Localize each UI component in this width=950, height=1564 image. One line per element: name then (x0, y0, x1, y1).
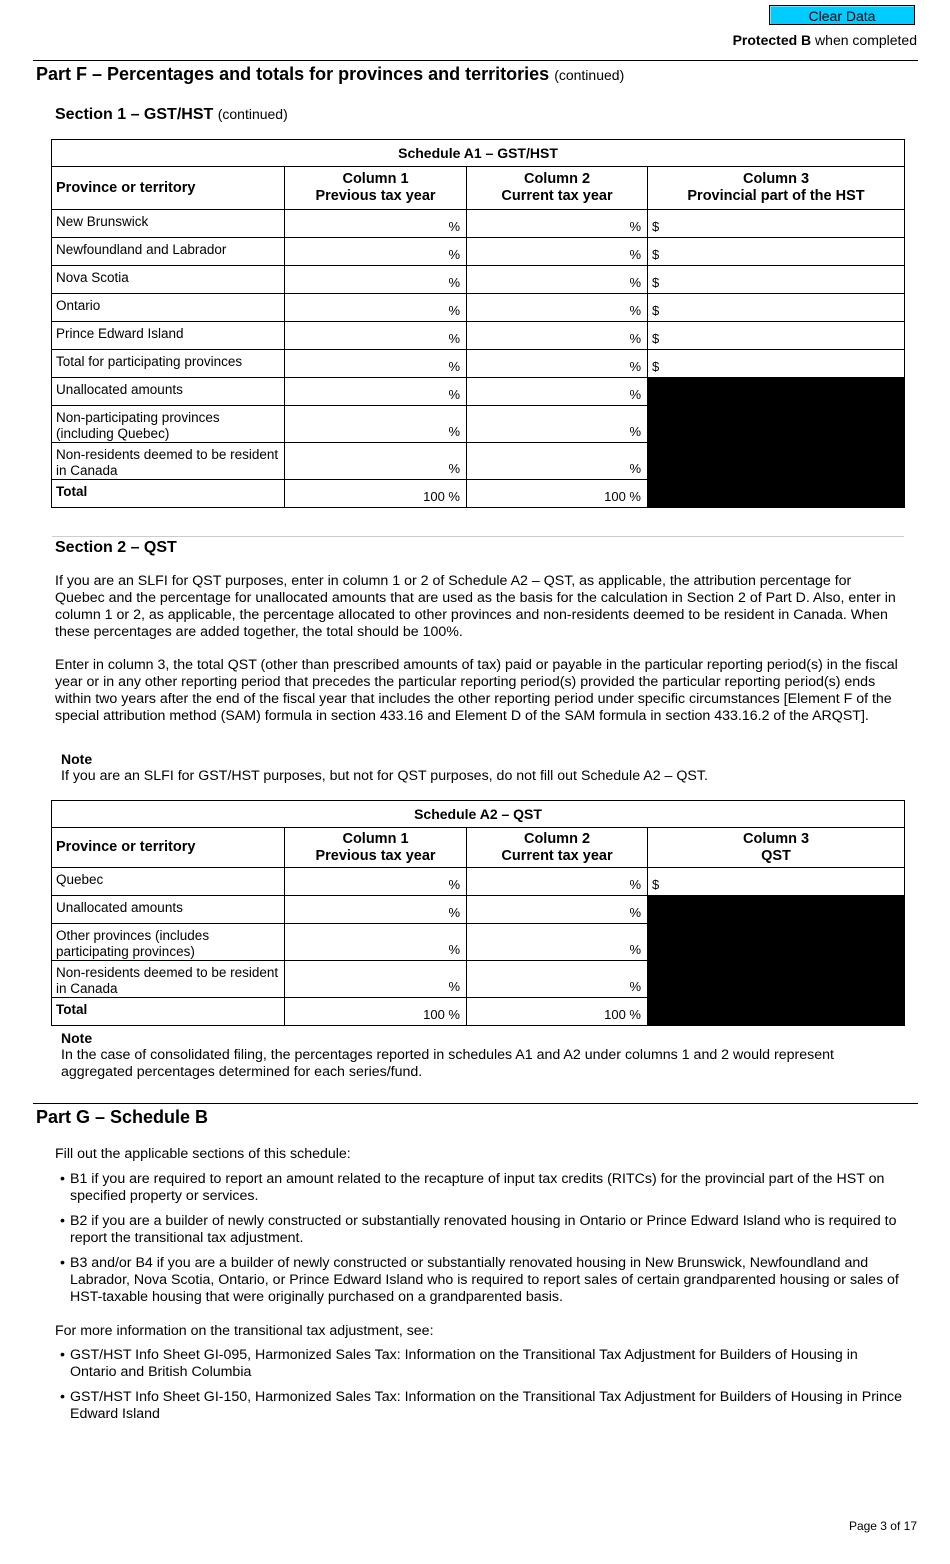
a1-col2-sublabel: Current tax year (501, 188, 613, 204)
a2-column-1-total: 100 % (285, 998, 467, 1026)
schedule-a2-table (51, 800, 905, 1026)
table-row (52, 266, 905, 294)
section-1-title: Section 1 – GST/HST (55, 106, 214, 123)
a1-column-3-input[interactable]: $ (648, 210, 905, 238)
list-item: • B2 if you are a builder of newly constructed or substantially renovated housing in Ontario or Prince Edward Island who is required to report the transitional tax adjustment. (55, 1213, 905, 1247)
part-g-divider (33, 1103, 918, 1104)
table-row (52, 210, 905, 238)
a1-row-name: Total (52, 480, 285, 508)
a1-column-2-input[interactable]: % (467, 210, 648, 238)
a1-column-3-input[interactable]: $ (648, 294, 905, 322)
a2-col3-sublabel: QST (761, 847, 791, 864)
schedule-a2-title: Schedule A2 – QST (52, 801, 905, 828)
a1-column-3-input[interactable]: $ (648, 238, 905, 266)
note-text: If you are an SLFI for GST/HST purposes, but not for QST purposes, do not fill out Schedule A2 – QST. (61, 768, 708, 784)
protected-b-rest: when completed (811, 32, 917, 48)
more-info-text: For more information on the transitional tax adjustment, see: (55, 1323, 434, 1339)
list-item: • GST/HST Info Sheet GI-095, Harmonized Sales Tax: Information on the Transitional Tax Adjustment for Builders of Housing in Ontario and British Columbia (55, 1347, 905, 1381)
a1-column-2-input[interactable]: % (467, 378, 648, 406)
note-label: Note (61, 751, 93, 767)
a2-row-name: Other provinces (includes participating provinces) (52, 924, 285, 961)
section-1-continued: (continued) (217, 106, 288, 122)
header-divider (33, 60, 918, 61)
a1-column-2-input[interactable]: % (467, 294, 648, 322)
a1-row-name: New Brunswick (52, 210, 285, 238)
a2-column-1-input[interactable]: % (285, 961, 467, 998)
a1-column-3-input[interactable]: $ (648, 266, 905, 294)
a1-col3-label: Column 3 (742, 171, 810, 187)
a2-column-2-input[interactable]: % (467, 868, 648, 896)
page-number: Page 3 of 17 (848, 1519, 917, 1533)
part-f-continued: (continued) (554, 67, 625, 83)
a1-column-2-total: 100 % (467, 480, 648, 508)
a1-col2-label: Column 2 (523, 171, 591, 187)
protected-b-label (733, 32, 917, 48)
a1-column-1-input[interactable]: % (285, 350, 467, 378)
a1-row-name: Prince Edward Island (52, 322, 285, 350)
a1-row-name: Non-participating provinces (including Quebec) (52, 406, 285, 443)
a1-column-2-input[interactable]: % (467, 238, 648, 266)
part-f-title: Part F – Percentages and totals for provinces and territories (36, 64, 550, 84)
a2-col1-label: Column 1 (342, 830, 409, 847)
section-divider (52, 536, 904, 537)
a2-column-2-input[interactable]: % (467, 896, 648, 924)
schedule-b-list (55, 1171, 905, 1306)
info-sheet-list (55, 1347, 905, 1423)
a2-row-name: Unallocated amounts (52, 896, 285, 924)
part-g-intro: Fill out the applicable sections of this schedule: (55, 1146, 351, 1162)
a1-column-1-input[interactable]: % (285, 266, 467, 294)
table-row (52, 294, 905, 322)
a2-header-column-3 (648, 828, 905, 868)
a1-column-1-input[interactable]: % (285, 322, 467, 350)
a1-column-2-input[interactable]: % (467, 350, 648, 378)
a1-column-1-input[interactable]: % (285, 294, 467, 322)
note-label: Note (61, 1030, 93, 1046)
a2-column-2-input[interactable]: % (467, 961, 648, 998)
a1-column-1-input[interactable]: % (285, 443, 467, 480)
a2-col2-sublabel: Current tax year (501, 847, 613, 864)
a2-column-2-input[interactable]: % (467, 924, 648, 961)
a1-col1-sublabel: Previous tax year (315, 188, 436, 204)
a2-row-name: Total (52, 998, 285, 1026)
a1-row-name: Ontario (52, 294, 285, 322)
a1-column-1-input[interactable]: % (285, 210, 467, 238)
a2-col2-label: Column 2 (523, 830, 591, 847)
a1-column-3-input[interactable]: $ (648, 350, 905, 378)
blacked-out-cell (648, 896, 905, 1026)
a2-header-column-2 (467, 828, 648, 868)
table-row (52, 322, 905, 350)
a1-row-name: Total for participating provinces (52, 350, 285, 378)
a1-column-1-total: 100 % (285, 480, 467, 508)
table-row (52, 238, 905, 266)
part-g-heading: Part G – Schedule B (36, 1107, 209, 1127)
a2-column-2-total: 100 % (467, 998, 648, 1026)
a2-column-1-input[interactable]: % (285, 868, 467, 896)
a2-header-column-1 (285, 828, 467, 868)
blacked-out-cell (648, 378, 905, 508)
section-2-paragraph-1: If you are an SLFI for QST purposes, enter in column 1 or 2 of Schedule A2 – QST, as applicable, the attribution percentage for Quebec and the percentage for unallocated amounts that are used as the basis for the calculation in Section 2 of Part D. Also, enter in column 1 or 2, as applicable, the percentage allocated to other provinces and non-residents deemed to be resident in Canada. When these percentages are added together, the total should be 100%. (55, 573, 896, 640)
part-f-heading (36, 64, 624, 85)
a1-row-name: Newfoundland and Labrador (52, 238, 285, 266)
a1-column-2-input[interactable]: % (467, 322, 648, 350)
a1-column-2-input[interactable]: % (467, 266, 648, 294)
a1-column-3-input[interactable]: $ (648, 322, 905, 350)
list-item: • B1 if you are required to report an amount related to the recapture of input tax credits (RITCs) for the provincial part of the HST on specified property or services. (55, 1171, 905, 1205)
a2-column-1-input[interactable]: % (285, 924, 467, 961)
table-row (52, 868, 905, 896)
a2-column-1-input[interactable]: % (285, 896, 467, 924)
a1-header-column-1 (285, 167, 467, 210)
table-row (52, 378, 905, 406)
a1-column-1-input[interactable]: % (285, 378, 467, 406)
a1-column-1-input[interactable]: % (285, 238, 467, 266)
a1-header-column-2 (467, 167, 648, 210)
schedule-a1-title: Schedule A1 – GST/HST (52, 140, 905, 167)
a1-column-2-input[interactable]: % (467, 443, 648, 480)
table-row (52, 350, 905, 378)
a1-header-province: Province or territory (52, 167, 285, 210)
a2-row-name: Non-residents deemed to be resident in Canada (52, 961, 285, 998)
a1-row-name: Non-residents deemed to be resident in Canada (52, 443, 285, 480)
a2-col3-label: Column 3 (742, 830, 810, 847)
list-item: • B3 and/or B4 if you are a builder of newly constructed or substantially renovated housing in New Brunswick, Newfoundland and Labrador, Nova Scotia, Ontario, or Prince Edward Island who is required to report sales of certain grandparented housing or sales of HST-taxable housing that were originally purchased on a grandparented basis. (55, 1255, 905, 1306)
a2-col1-sublabel: Previous tax year (315, 847, 436, 864)
a1-header-column-3 (648, 167, 905, 210)
clear-data-button[interactable]: Clear Data (769, 5, 915, 25)
a1-column-2-input[interactable]: % (467, 406, 648, 443)
protected-b-bold: Protected B (732, 32, 812, 48)
a1-col1-label: Column 1 (342, 171, 409, 187)
section-1-heading (55, 106, 288, 124)
a2-column-3-input[interactable]: $ (648, 868, 905, 896)
a1-column-1-input[interactable]: % (285, 406, 467, 443)
table-row (52, 896, 905, 924)
section-2-paragraph-2: Enter in column 3, the total QST (other than prescribed amounts of tax) paid or payable in the particular reporting period(s) in the fiscal year or in any other reporting period that precedes the particular reporting period(s) provided the particular reporting period(s) ends within two years after the end of the fiscal year that includes the other reporting period under specific circumstances [Element F of the special attribution method (SAM) formula in section 433.16 and Element D of the SAM formula in section 433.16.2 of the ARQST]. (55, 657, 898, 724)
a2-row-name: Quebec (52, 868, 285, 896)
list-item: • GST/HST Info Sheet GI-150, Harmonized Sales Tax: Information on the Transitional Tax Adjustment for Builders of Housing in Prince Edward Island (55, 1389, 905, 1423)
a1-row-name: Nova Scotia (52, 266, 285, 294)
a2-header-province: Province or territory (52, 828, 285, 868)
a1-col3-sublabel: Provincial part of the HST (687, 188, 865, 204)
schedule-a1-table (51, 139, 905, 508)
section-2-heading: Section 2 – QST (55, 539, 177, 556)
note-text: In the case of consolidated filing, the percentages reported in schedules A1 and A2 under columns 1 and 2 would represent aggregated percentages determined for each series/fund. (61, 1047, 834, 1080)
a1-row-name: Unallocated amounts (52, 378, 285, 406)
